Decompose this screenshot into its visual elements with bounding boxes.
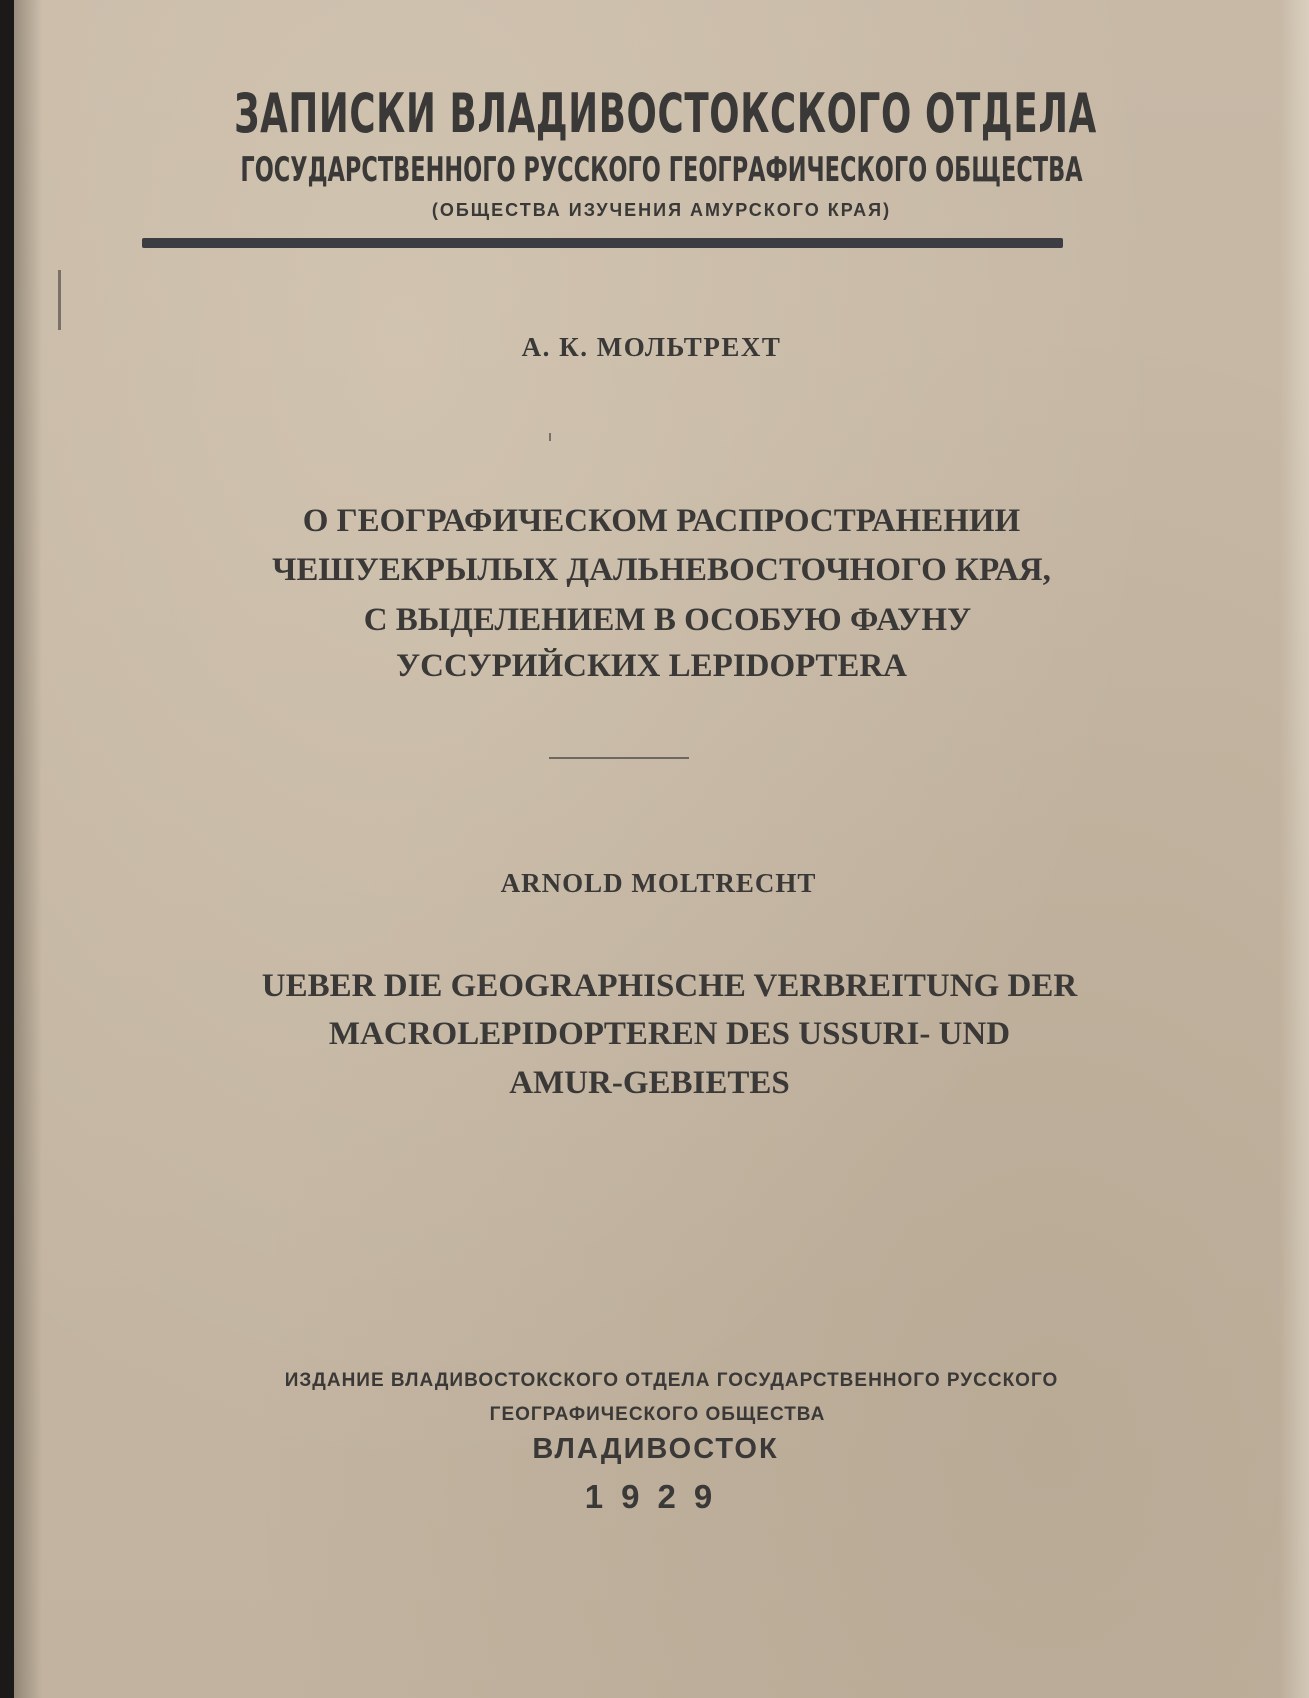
title-russian-line: О ГЕОГРАФИЧЕСКОМ РАСПРОСТРАНЕНИИ	[302, 503, 1021, 539]
publisher-line: ГЕОГРАФИЧЕСКОГО ОБЩЕСТВА	[489, 1404, 826, 1425]
title-german-line: MACROLEPIDOPTEREN DES USSURI- UND	[328, 1016, 1011, 1052]
paper-mark	[549, 433, 551, 441]
section-divider	[549, 757, 689, 759]
author-russian: А. К. МОЛЬТРЕХТ	[521, 332, 782, 362]
paper-mark	[58, 270, 61, 330]
publisher-line: ИЗДАНИЕ ВЛАДИВОСТОКСКОГО ОТДЕЛА ГОСУДАРСТВЕННОГО РУССКОГО	[284, 1370, 1059, 1391]
book-cover	[14, 0, 1309, 1698]
society-alt-name: (ОБЩЕСТВА ИЗУЧЕНИЯ АМУРСКОГО КРАЯ)	[431, 200, 892, 220]
title-german-line: UEBER DIE GEOGRAPHISCHE VERBREITUNG DER	[261, 968, 1078, 1004]
title-russian-line: ЧЕШУЕКРЫЛЫХ ДАЛЬНЕВОСТОЧНОГО КРАЯ,	[272, 552, 1051, 588]
header-rule	[142, 238, 1063, 248]
publication-city: ВЛАДИВОСТОК	[532, 1433, 779, 1465]
title-russian-line: УССУРИЙСКИХ LEPIDOPTERA	[395, 648, 908, 684]
publication-year: 1929	[584, 1478, 731, 1515]
title-russian-line: С ВЫДЕЛЕНИЕМ В ОСОБУЮ ФАУНУ	[363, 602, 972, 638]
society-name: ГОСУДАРСТВЕННОГО РУССКОГО ГЕОГРАФИЧЕСКОГО ОБЩЕСТВА	[240, 150, 1083, 190]
author-latin: ARNOLD MOLTRECHT	[500, 868, 817, 898]
series-title: ЗАПИСКИ ВЛАДИВОСТОКСКОГО ОТДЕЛА	[234, 82, 1097, 145]
title-german-line: AMUR-GEBIETES	[509, 1065, 790, 1101]
